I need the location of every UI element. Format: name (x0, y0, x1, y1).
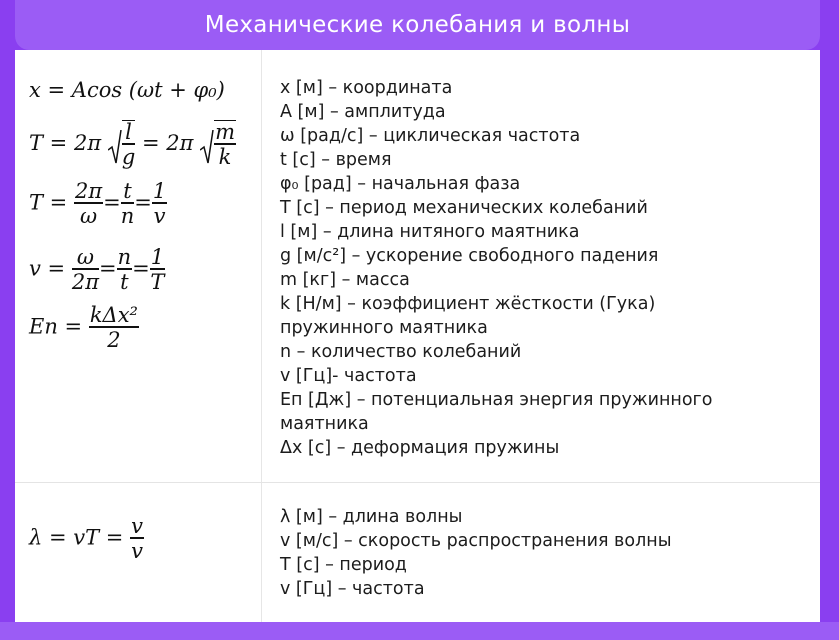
legend-line: λ [м] – длина волны (280, 507, 463, 527)
formula-lhs: Eп = (29, 314, 83, 339)
formula-potential-energy (29, 304, 139, 352)
formula-lhs: λ = vT = (29, 525, 124, 550)
bottom-strip (0, 622, 839, 640)
radical-icon (200, 130, 214, 164)
legend-line: l [м] – длина нитяного маятника (280, 222, 580, 242)
formula-period-mid: = 2π (141, 131, 194, 155)
fraction-denominator: t (120, 270, 129, 294)
fraction-denominator: v (153, 204, 166, 228)
fraction-denominator: 2 (107, 328, 121, 352)
formula-frequency (29, 246, 165, 294)
equals-sign: = (132, 256, 150, 281)
formula-lhs: v = (29, 256, 66, 281)
legend-line: g [м/с²] – ускорение свободного падения (280, 246, 659, 266)
legend-line: ω [рад/с] – циклическая частота (280, 126, 581, 146)
waves-legend (280, 505, 800, 601)
legend-line: A [м] – амплитуда (280, 102, 446, 122)
fraction-denominator: T (150, 270, 165, 294)
formula-lhs: T = (29, 190, 68, 215)
fraction-numerator: ω (72, 246, 99, 270)
page-title: Механические колебания и волны (204, 12, 631, 38)
sqrt-l-over-g (108, 120, 135, 169)
fraction-numerator: t (121, 180, 135, 204)
radical-icon (108, 130, 122, 164)
legend-line: T [с] – период (280, 555, 407, 575)
formula-coordinate: x = Acos (ωt + φ₀) (29, 78, 225, 102)
legend-line: v [Гц]- частота (280, 366, 417, 386)
formula-wavelength (29, 515, 144, 563)
legend-line: пружинного маятника (280, 318, 488, 338)
fraction-denominator: g (121, 145, 136, 169)
waves-formulas (15, 483, 261, 622)
equals-sign: = (134, 190, 152, 215)
legend-line: v [м/с] – скорость распространения волны (280, 531, 672, 551)
legend-line: t [с] – время (280, 150, 392, 170)
formula-period-lhs: T = 2π (29, 131, 102, 155)
sqrt-m-over-k (200, 120, 236, 169)
fraction-numerator: v (131, 514, 143, 538)
equals-sign: = (99, 256, 117, 281)
fraction-denominator: v (131, 539, 143, 563)
legend-line: x [м] – координата (280, 78, 453, 98)
fraction-denominator: ω (79, 204, 98, 228)
legend-line: φ₀ [рад] – начальная фаза (280, 174, 521, 194)
legend-line: k [Н/м] – коэффициент жёсткости (Гука) (280, 294, 656, 314)
legend-line: v [Гц] – частота (280, 579, 425, 599)
oscillations-formulas (15, 50, 261, 482)
legend-line: m [кг] – масса (280, 270, 410, 290)
fraction-denominator: 2π (71, 270, 99, 294)
legend-line: Eп [Дж] – потенциальная энергия пружинного (280, 390, 713, 410)
formula-period-sqrt (29, 120, 236, 169)
fraction-numerator: l (122, 121, 135, 145)
legend-line: n – количество колебаний (280, 342, 522, 362)
legend-line: T [с] – период механических колебаний (280, 198, 648, 218)
fraction-numerator: 2π (74, 179, 103, 203)
page-header (15, 0, 820, 50)
formula-period-frac (29, 180, 167, 228)
fraction-denominator: n (120, 204, 135, 228)
fraction-denominator: k (218, 145, 232, 169)
legend-line: маятника (280, 414, 369, 434)
equals-sign: = (103, 190, 121, 215)
oscillations-section (15, 50, 820, 483)
fraction-numerator: 1 (152, 179, 167, 203)
fraction-numerator: m (215, 120, 235, 144)
fraction-numerator: n (117, 245, 132, 269)
oscillations-legend (280, 76, 800, 460)
fraction-numerator: 1 (150, 245, 165, 269)
waves-section (15, 483, 820, 622)
formula-card (15, 50, 820, 622)
legend-line: Δx [с] – деформация пружины (280, 438, 560, 458)
fraction-numerator: kΔx² (89, 303, 138, 327)
